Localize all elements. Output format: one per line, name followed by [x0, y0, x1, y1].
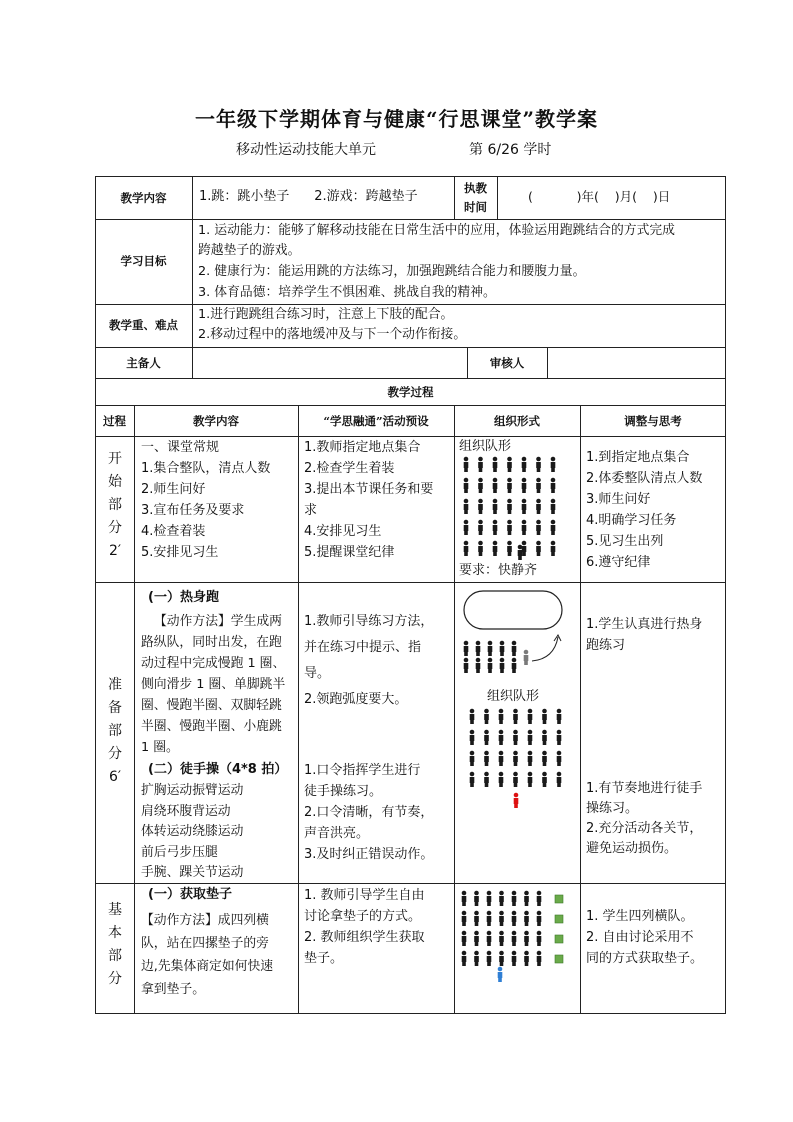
basic-text: 【动作方法】成四列横 队，站在四摞垫子的旁 边,先集体商定如何快速 拿到垫子。: [141, 913, 274, 997]
student-figure: [474, 931, 479, 946]
phase-prep: 准 备 部 分 6′: [108, 677, 122, 785]
student-figure: [464, 641, 469, 656]
student-figure: [484, 751, 489, 766]
start-activity: 1.教师指定地点集合 2.检查学生着装 3.提出本节课任务和要 求 4.安排见习生 5.提醒课堂纪律: [304, 440, 434, 560]
student-figure: [470, 772, 475, 787]
student-figure: [464, 457, 469, 472]
student-figure: [474, 891, 479, 906]
mat-stack: [555, 915, 563, 923]
unit-name: 移动性运动技能大单元: [236, 142, 376, 158]
student-figure: [524, 951, 529, 966]
col-header-reflection: 调整与思考: [624, 414, 682, 428]
prep-org-title: 组织队形: [487, 689, 540, 704]
student-figure: [522, 457, 527, 472]
student-figure: [478, 457, 483, 472]
teacher-figure: [498, 967, 503, 982]
track-oval: [464, 591, 562, 629]
student-figure: [499, 951, 504, 966]
student-figure: [557, 730, 562, 745]
student-figure: [528, 730, 533, 745]
student-figure: [522, 520, 527, 535]
student-figure: [522, 478, 527, 493]
student-figure: [524, 911, 529, 926]
key-point-line: 1.进行跑跳组合练习时，注意上下肢的配合。: [198, 307, 454, 322]
exercise-title: (二）徒手操（4*8 拍）: [148, 762, 288, 777]
basic-activity: 1. 教师引导学生自由 讨论拿垫子的方式。 2. 教师组织学生获取 垫子。: [304, 888, 425, 966]
student-figure: [493, 520, 498, 535]
student-figure: [524, 891, 529, 906]
student-figure: [528, 772, 533, 787]
student-figure: [493, 478, 498, 493]
student-figure: [522, 541, 527, 556]
preparer-label: 主备人: [126, 356, 161, 370]
student-figure: [537, 891, 542, 906]
student-figure: [464, 658, 469, 673]
student-figure: [524, 931, 529, 946]
student-figure: [507, 478, 512, 493]
student-figure: [507, 541, 512, 556]
student-figure: [512, 951, 517, 966]
student-figure: [484, 709, 489, 724]
student-figure: [487, 951, 492, 966]
student-figure: [500, 641, 505, 656]
student-figure: [470, 709, 475, 724]
student-figure: [512, 891, 517, 906]
student-figure: [507, 520, 512, 535]
student-figure: [499, 751, 504, 766]
student-figure: [557, 772, 562, 787]
phase-start: 开 始 部 分 2′: [108, 451, 122, 559]
page-title: 一年级下学期体育与健康“行思课堂”教学案: [194, 107, 598, 131]
student-figure: [488, 658, 493, 673]
student-figure: [464, 541, 469, 556]
student-figure: [551, 457, 556, 472]
prep-reflection-1: 1.学生认真进行热身 跑练习: [586, 617, 703, 653]
content-label: 教学内容: [120, 191, 167, 205]
student-figure: [513, 772, 518, 787]
process-title: 教学过程: [387, 385, 434, 399]
student-figure: [499, 931, 504, 946]
student-figure: [464, 520, 469, 535]
student-figure: [499, 891, 504, 906]
warmup-text: 【动作方法】学生成两 路纵队，同时出发，在跑 动过程中完成慢跑 1 圈、 侧向滑步 1 圈、单脚跳半 圈、慢跑半圈、双脚轻跳 半圈、慢跑半圈、小鹿跳 1 圈。: [141, 614, 286, 755]
student-figure: [499, 730, 504, 745]
student-figure: [536, 478, 541, 493]
student-figure: [513, 709, 518, 724]
student-figure: [493, 499, 498, 514]
student-figure: [464, 499, 469, 514]
mat-stack: [555, 895, 563, 903]
teacher-figure: [524, 650, 529, 665]
col-header-phase: 过程: [103, 414, 126, 428]
student-figure: [478, 541, 483, 556]
content-value: 1.跳：跳小垫子 2.游戏：跨越垫子: [199, 189, 418, 204]
goal-line: 跨越垫子的游戏。: [198, 243, 301, 258]
student-figure: [537, 931, 542, 946]
student-figure: [488, 641, 493, 656]
student-figure: [507, 499, 512, 514]
date-value: ( )年( )月( )日: [528, 189, 671, 204]
direction-arrow: [532, 635, 561, 661]
student-figure: [528, 709, 533, 724]
student-figure: [536, 541, 541, 556]
mat-formation-diagram: [454, 886, 580, 986]
student-figure: [551, 499, 556, 514]
student-figure: [551, 520, 556, 535]
prep-reflection-2: 1.有节奏地进行徒手 操练习。 2.充分活动各关节， 避免运动损伤。: [586, 781, 703, 856]
phase-basic: 基 本 部 分: [108, 902, 122, 987]
student-figure: [551, 541, 556, 556]
student-figure: [484, 772, 489, 787]
goal-line: 1. 运动能力：能够了解移动技能在日常生活中的应用，体验运用跑跳结合的方式完成: [198, 223, 675, 238]
student-figure: [537, 951, 542, 966]
student-figure: [476, 641, 481, 656]
goals-label: 学习目标: [120, 254, 167, 268]
col-header-organization: 组织形式: [494, 414, 540, 428]
student-figure: [512, 931, 517, 946]
student-figure: [462, 891, 467, 906]
student-figure: [536, 520, 541, 535]
student-figure: [551, 478, 556, 493]
col-header-activity: “学思融通”活动预设: [323, 414, 429, 428]
date-label-1: 执教: [464, 181, 487, 195]
student-figure: [522, 499, 527, 514]
start-reflection: 1.到指定地点集合 2.体委整队清点人数 3.师生问好 4.明确学习任务 5.见习生出列 6.遵守纪律: [586, 450, 703, 570]
student-figure: [557, 709, 562, 724]
student-figure: [537, 911, 542, 926]
student-figure: [513, 751, 518, 766]
mat-stack: [555, 955, 563, 963]
student-figure: [470, 751, 475, 766]
student-figure: [487, 891, 492, 906]
student-figure: [542, 772, 547, 787]
col-header-content: 教学内容: [193, 414, 239, 428]
basic-reflection: 1. 学生四列横队。 2. 自由讨论采用不 同的方式获取垫子。: [586, 909, 704, 966]
student-figure: [493, 457, 498, 472]
goal-line: 2. 健康行为：能运用跳的方法练习，加强跑跳结合能力和腰腹力量。: [198, 264, 586, 279]
student-figure: [499, 911, 504, 926]
warmup-title: (一）热身跑: [148, 590, 219, 605]
student-figure: [487, 931, 492, 946]
student-figure: [542, 730, 547, 745]
date-label-2: 时间: [464, 200, 487, 214]
student-figure: [478, 478, 483, 493]
student-figure: [462, 951, 467, 966]
lesson-number: 第 6/26 学时: [469, 142, 552, 158]
mat-stack: [555, 935, 563, 943]
teacher-figure: [514, 793, 519, 808]
student-figure: [536, 499, 541, 514]
key-point-line: 2.移动过程中的落地缓冲及与下一个动作衔接。: [198, 327, 467, 342]
exercise-items: 扩胸运动振臂运动 肩绕环腹背运动 体转运动绕膝运动 前后弓步压腿 手腕、踝关节运动: [141, 783, 244, 880]
running-track-diagram: [454, 585, 580, 680]
student-figure: [542, 709, 547, 724]
prep-formation-diagram: [454, 708, 580, 810]
goal-line: 3. 体育品德：培养学生不惧困难、挑战自我的精神。: [198, 285, 496, 300]
student-figure: [464, 478, 469, 493]
start-org-title: 组织队形: [459, 439, 512, 454]
student-figure: [478, 499, 483, 514]
student-figure: [476, 658, 481, 673]
student-figure: [507, 457, 512, 472]
student-figure: [499, 709, 504, 724]
student-figure: [484, 730, 489, 745]
start-formation-diagram: [454, 456, 580, 562]
basic-title: (一）获取垫子: [148, 887, 232, 902]
student-figure: [499, 772, 504, 787]
student-figure: [528, 751, 533, 766]
reviewer-label: 审核人: [489, 356, 525, 370]
student-figure: [474, 951, 479, 966]
student-figure: [462, 931, 467, 946]
prep-activity-2: 1.口令指挥学生进行 徒手操练习。 2.口令清晰，有节奏， 声音洪亮。 3.及时纠正错误动作。: [304, 763, 434, 862]
student-figure: [462, 911, 467, 926]
student-figure: [500, 658, 505, 673]
student-figure: [493, 541, 498, 556]
student-figure: [513, 730, 518, 745]
start-content: 一、课堂常规 1.集合整队，清点人数 2.师生问好 3.宣布任务及要求 4.检查着装 5.安排见习生: [141, 440, 271, 560]
student-figure: [487, 911, 492, 926]
student-figure: [470, 730, 475, 745]
key-points-label: 教学重、难点: [109, 318, 178, 332]
prep-activity-1: 1.教师引导练习方法， 并在练习中提示、指 导。 2.领跑弧度要大。: [304, 614, 434, 707]
student-figure: [512, 911, 517, 926]
student-figure: [512, 658, 517, 673]
student-figure: [536, 457, 541, 472]
student-figure: [512, 641, 517, 656]
start-org-requirement: 要求：快静齐: [459, 563, 538, 578]
student-figure: [474, 911, 479, 926]
student-figure: [478, 520, 483, 535]
student-figure: [542, 751, 547, 766]
student-figure: [557, 751, 562, 766]
teacher-figure: [518, 545, 523, 560]
